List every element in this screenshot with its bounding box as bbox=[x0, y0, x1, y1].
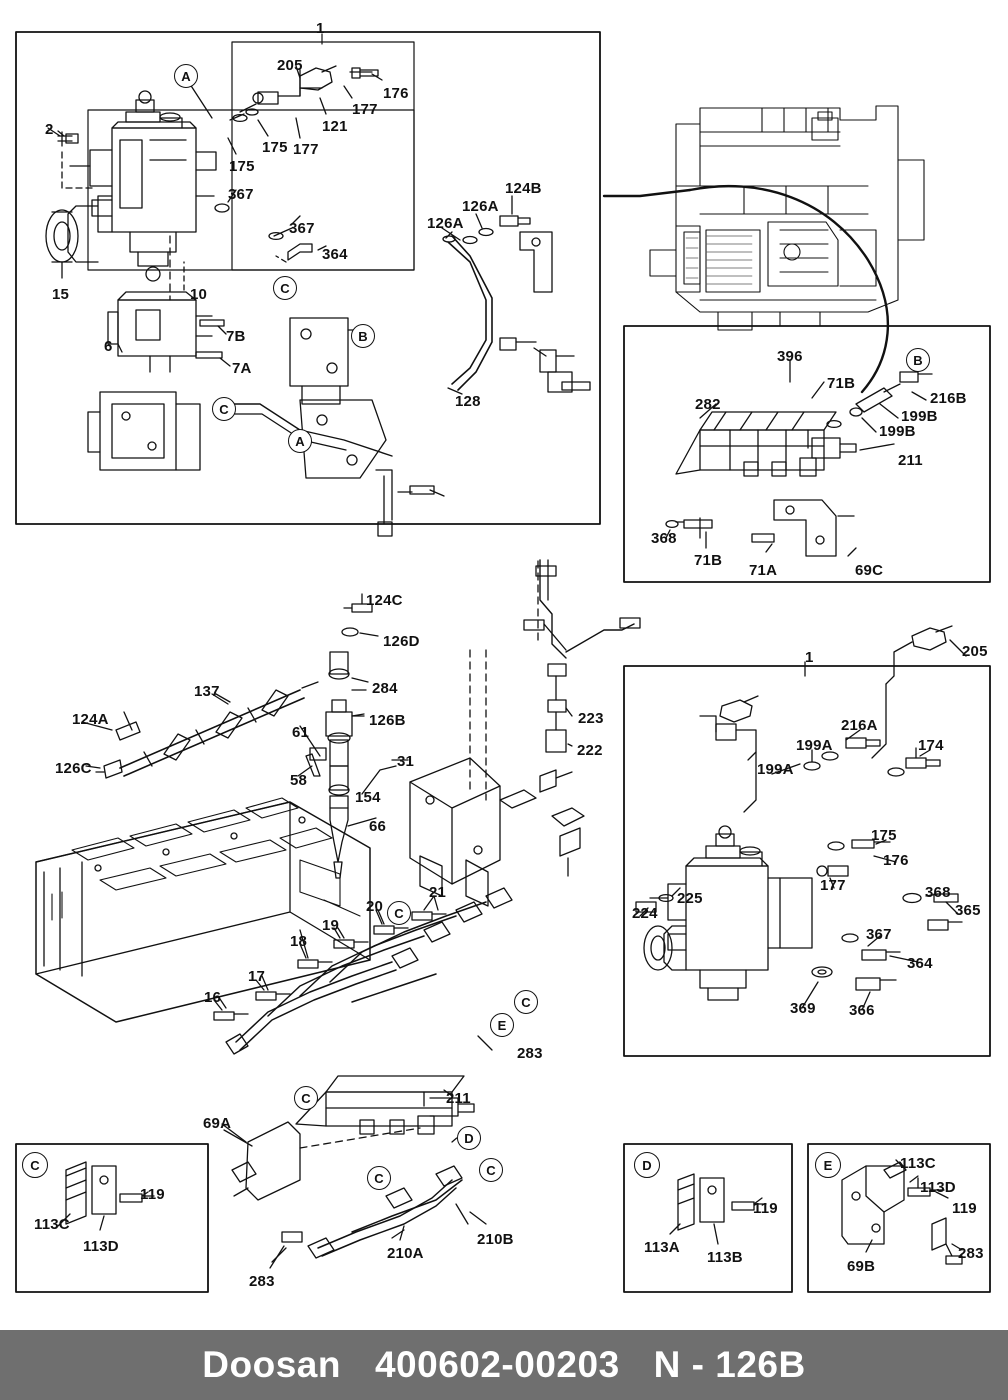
detail-callout-c: C bbox=[294, 1086, 318, 1110]
part-label: 283 bbox=[249, 1273, 275, 1290]
part-label: 210A bbox=[387, 1245, 424, 1262]
part-label: 205 bbox=[277, 57, 303, 74]
part-label: 211 bbox=[898, 452, 923, 469]
part-number: 400602-00203 bbox=[374, 1344, 620, 1385]
part-label: 124B bbox=[505, 180, 542, 197]
part-label: 210B bbox=[477, 1231, 514, 1248]
part-label: 224 bbox=[632, 905, 658, 922]
part-label: 368 bbox=[651, 530, 677, 547]
part-label: 31 bbox=[397, 753, 415, 770]
part-label: 128 bbox=[455, 393, 481, 410]
part-label: 113A bbox=[644, 1239, 680, 1256]
part-label: 113C bbox=[34, 1216, 70, 1233]
part-label: 69C bbox=[855, 562, 884, 579]
part-label: 199B bbox=[879, 423, 916, 440]
part-label: 113B bbox=[707, 1249, 743, 1266]
part-label: 284 bbox=[372, 680, 398, 697]
part-label: 154 bbox=[355, 789, 381, 806]
part-label: 366 bbox=[849, 1002, 875, 1019]
part-label: 369 bbox=[790, 1000, 816, 1017]
detail-callout-c: C bbox=[273, 276, 297, 300]
detail-callout-c: C bbox=[514, 990, 538, 1014]
part-label: 119 bbox=[952, 1200, 977, 1217]
detail-callout-c: C bbox=[387, 901, 411, 925]
part-label: 199A bbox=[796, 737, 833, 754]
part-label: 282 bbox=[695, 396, 721, 413]
part-label: 367 bbox=[228, 186, 254, 203]
part-label: 126C bbox=[55, 760, 92, 777]
detail-callout-c: C bbox=[212, 397, 236, 421]
part-label: 119 bbox=[753, 1200, 778, 1217]
detail-callout-c: C bbox=[367, 1166, 391, 1190]
part-label: 20 bbox=[366, 898, 384, 915]
part-label: 223 bbox=[578, 710, 604, 727]
detail-callout-e: E bbox=[490, 1013, 514, 1037]
part-label: 113D bbox=[920, 1179, 956, 1196]
part-label: 71B bbox=[827, 375, 856, 392]
part-label: 121 bbox=[322, 118, 348, 135]
part-label: 222 bbox=[577, 742, 603, 759]
part-label: 19 bbox=[322, 917, 340, 934]
part-label: 113D bbox=[83, 1238, 119, 1255]
part-label: 211 bbox=[446, 1090, 471, 1107]
part-label: 1 bbox=[316, 20, 325, 37]
part-label: 17 bbox=[248, 968, 266, 985]
part-label: 126B bbox=[369, 712, 406, 729]
part-label: 177 bbox=[820, 877, 846, 894]
footer-content bbox=[0, 1330, 1008, 1400]
part-label: 1 bbox=[805, 649, 814, 666]
detail-callout-a: A bbox=[288, 429, 312, 453]
part-label: 368 bbox=[925, 884, 951, 901]
part-label: 216A bbox=[841, 717, 878, 734]
part-label: 176 bbox=[883, 852, 909, 869]
part-label: 18 bbox=[290, 933, 308, 950]
part-label: 10 bbox=[190, 286, 208, 303]
figure-code: N - 126B bbox=[653, 1344, 806, 1385]
part-label: 66 bbox=[369, 818, 387, 835]
part-label: 58 bbox=[290, 772, 308, 789]
part-label: 175 bbox=[262, 139, 288, 156]
detail-callout-b: B bbox=[906, 348, 930, 372]
part-label: 2 bbox=[45, 121, 54, 138]
part-label: 126A bbox=[462, 198, 499, 215]
part-label: 283 bbox=[517, 1045, 543, 1062]
part-label: 61 bbox=[292, 724, 310, 741]
detail-callout-c: C bbox=[479, 1158, 503, 1182]
part-label: 6 bbox=[104, 338, 113, 355]
part-label: 15 bbox=[52, 286, 70, 303]
part-label: 7A bbox=[232, 360, 252, 377]
detail-box-label-d: D bbox=[634, 1152, 660, 1178]
part-label: 69B bbox=[847, 1258, 876, 1275]
brand-name: Doosan bbox=[202, 1344, 341, 1385]
part-label: 225 bbox=[677, 890, 703, 907]
part-label: 124A bbox=[72, 711, 109, 728]
detail-callout-a: A bbox=[174, 64, 198, 88]
part-label: 7B bbox=[226, 328, 246, 345]
part-label: 71B bbox=[694, 552, 723, 569]
detail-box-label-c: C bbox=[22, 1152, 48, 1178]
part-label: 175 bbox=[229, 158, 255, 175]
part-label: 364 bbox=[907, 955, 933, 972]
part-label: 119 bbox=[140, 1186, 165, 1203]
part-label: 199B bbox=[901, 408, 938, 425]
part-label: 126D bbox=[383, 633, 420, 650]
part-label: 364 bbox=[322, 246, 348, 263]
part-label: 21 bbox=[429, 884, 447, 901]
part-label: 367 bbox=[289, 220, 315, 237]
part-label: 174 bbox=[918, 737, 944, 754]
part-label: 177 bbox=[352, 101, 378, 118]
part-label: 175 bbox=[871, 827, 897, 844]
part-label: 205 bbox=[962, 643, 988, 660]
part-label: 367 bbox=[866, 926, 892, 943]
part-label: 396 bbox=[777, 348, 803, 365]
part-label: 283 bbox=[958, 1245, 984, 1262]
detail-box-label-e: E bbox=[815, 1152, 841, 1178]
part-label: 113C bbox=[900, 1155, 936, 1172]
part-label: 176 bbox=[383, 85, 409, 102]
part-label: 124C bbox=[366, 592, 403, 609]
part-label: 126A bbox=[427, 215, 464, 232]
part-label: 199A bbox=[757, 761, 794, 778]
part-label: 137 bbox=[194, 683, 220, 700]
part-label: 69A bbox=[203, 1115, 232, 1132]
detail-callout-b: B bbox=[351, 324, 375, 348]
part-label: 177 bbox=[293, 141, 319, 158]
part-label: 16 bbox=[204, 989, 222, 1006]
part-label: 216B bbox=[930, 390, 967, 407]
part-label: 365 bbox=[955, 902, 981, 919]
detail-callout-d: D bbox=[457, 1126, 481, 1150]
part-label: 71A bbox=[749, 562, 778, 579]
